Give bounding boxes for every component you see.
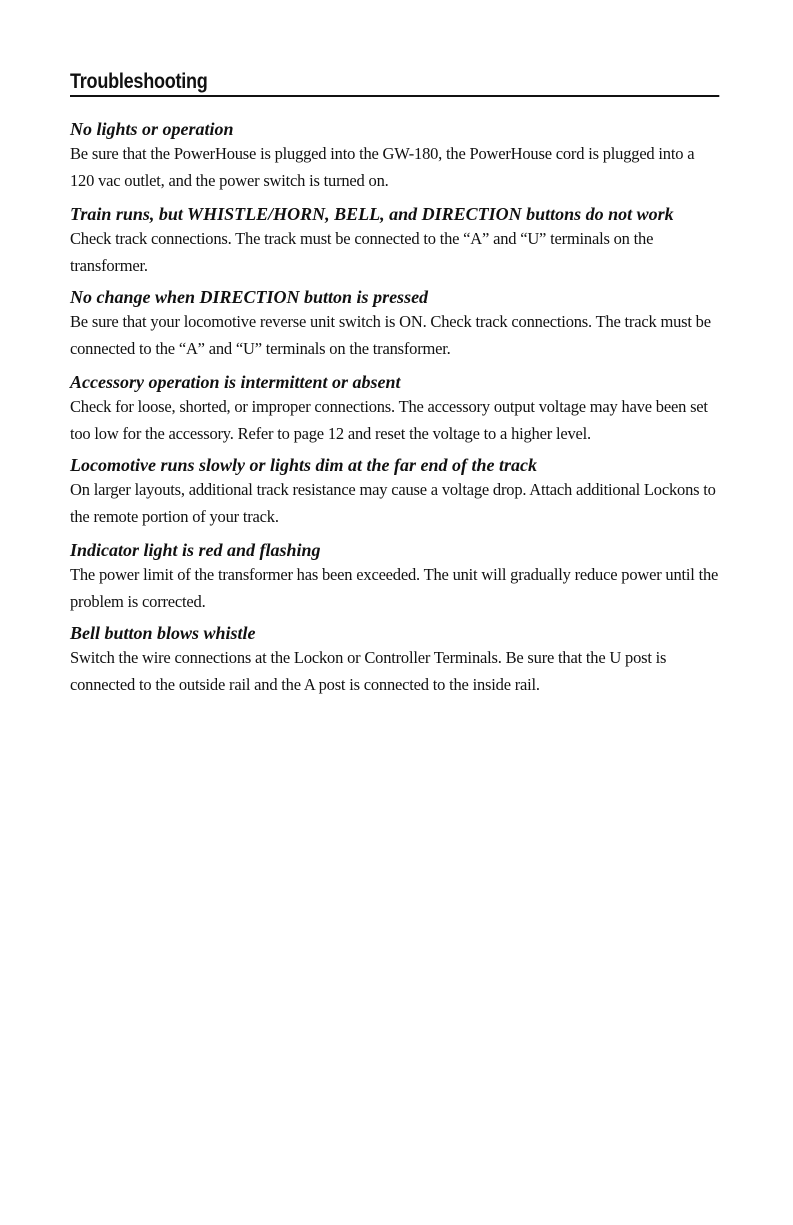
section-body: Check for loose, shorted, or improper connections. The accessory output voltage may have been set too low for the accessory. Refer to page 12 and reset the voltage to a higher level. <box>70 397 708 443</box>
troubleshooting-section <box>70 118 721 194</box>
section-body: Be sure that the PowerHouse is plugged into the GW-180, the PowerHouse cord is plugged into a 120 vac outlet, and the power switch is turned on. <box>70 144 695 190</box>
section-heading: Train runs, but WHISTLE/HORN, BELL, and DIRECTION buttons do not work <box>70 204 674 224</box>
troubleshooting-section <box>70 539 721 615</box>
troubleshooting-page <box>70 70 721 694</box>
troubleshooting-section <box>70 622 721 698</box>
section-heading: No change when DIRECTION button is pressed <box>70 287 429 307</box>
section-heading: Bell button blows whistle <box>70 623 256 643</box>
troubleshooting-section <box>70 203 721 279</box>
section-body: On larger layouts, additional track resistance may cause a voltage drop. Attach additional Lockons to the remote portion of your track. <box>70 480 716 526</box>
page-title: Troubleshooting <box>70 70 719 97</box>
section-body: Check track connections. The track must be connected to the “A” and “U” terminals on the transformer. <box>70 229 654 275</box>
troubleshooting-section <box>70 454 721 530</box>
section-heading: Accessory operation is intermittent or absent <box>70 372 401 392</box>
section-body: Be sure that your locomotive reverse unit switch is ON. Check track connections. The track must be connected to the “A” and “U” terminals on the transformer. <box>70 312 711 358</box>
section-body: The power limit of the transformer has been exceeded. The unit will gradually reduce power until the problem is corrected. <box>70 565 719 611</box>
section-heading: Locomotive runs slowly or lights dim at the far end of the track <box>70 455 538 475</box>
section-body: Switch the wire connections at the Lockon or Controller Terminals. Be sure that the U post is connected to the outside rail and the A post is connected to the inside rail. <box>70 648 667 694</box>
troubleshooting-section <box>70 286 721 362</box>
section-heading: No lights or operation <box>70 119 234 139</box>
section-heading: Indicator light is red and flashing <box>70 540 321 560</box>
troubleshooting-section <box>70 371 721 447</box>
